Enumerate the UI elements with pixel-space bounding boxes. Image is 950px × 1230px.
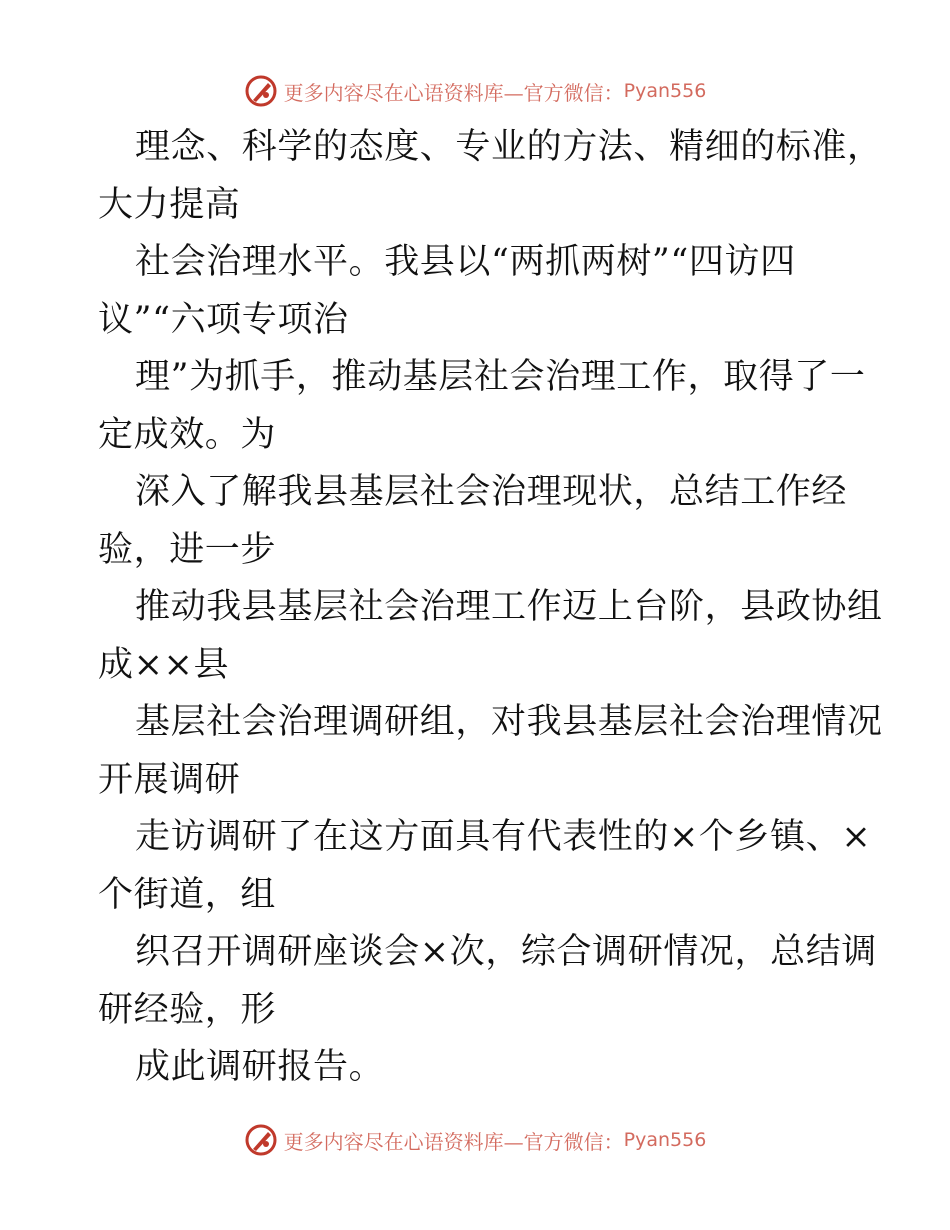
watermark-wechat-id: Pyan556 [623, 80, 707, 102]
text-line: 开展调研 [98, 759, 241, 800]
footer-watermark [0, 1120, 950, 1160]
text-line: 成此调研报告。 [135, 1047, 385, 1087]
pen-seal-logo-icon [244, 74, 278, 108]
text-line: 走访调研了在这方面具有代表性的×个乡镇、× [135, 817, 872, 857]
pen-seal-logo-icon [244, 1123, 278, 1157]
text-line: 织召开调研座谈会×次，综合调研情况，总结调 [135, 932, 877, 972]
document-body [98, 119, 883, 1097]
text-line: 大力提高 [98, 184, 241, 225]
text-line: 定成效。为 [98, 414, 277, 455]
watermark-text: 更多内容尽在心语资料库—官方微信： [283, 80, 624, 105]
text-line: 研经验，形 [98, 989, 277, 1030]
watermark-wechat-id: Pyan556 [623, 1129, 707, 1151]
text-line: 社会治理水平。我县以“两抓两树”“四访四 [135, 242, 796, 282]
watermark-text: 更多内容尽在心语资料库—官方微信： [283, 1129, 624, 1154]
text-line: 深入了解我县基层社会治理现状，总结工作经 [135, 472, 848, 512]
text-line: 理”为抓手，推动基层社会治理工作，取得了一 [135, 357, 866, 397]
header-watermark [0, 71, 950, 111]
text-line: 成××县 [98, 644, 230, 685]
text-line: 验，进一步 [98, 529, 277, 570]
text-line: 理念、科学的态度、专业的方法、精细的标准， [135, 127, 883, 167]
text-line: 推动我县基层社会治理工作迈上台阶，县政协组 [135, 587, 883, 627]
text-line: 基层社会治理调研组，对我县基层社会治理情况 [135, 702, 883, 742]
text-line: 个街道，组 [98, 874, 277, 915]
text-line: 议”“六项专项治 [98, 299, 349, 340]
